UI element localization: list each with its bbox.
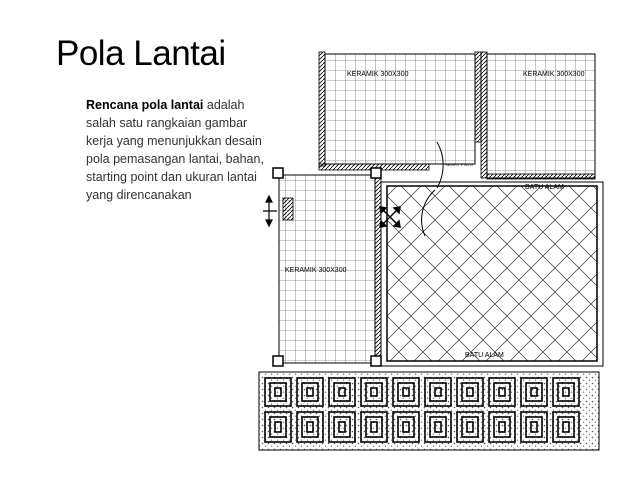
left-starting-arrow-icon xyxy=(263,196,277,226)
description-text: adalah salah satu rangkaian gambar kerja yang menunjukkan desain pola pemasangan lantai, bahan, starting point dan ukuran lantai yang direncanakan xyxy=(86,98,264,202)
slide-title: Pola Lantai xyxy=(56,34,226,73)
label-batu-alam-bottom: BATU ALAM xyxy=(465,352,504,359)
label-keramik-top-right: KERAMIK 300X300 xyxy=(523,71,585,78)
diagonal-tile-area xyxy=(387,186,597,361)
paving-border xyxy=(259,372,599,450)
label-keramik-top-left: KERAMIK 300X300 xyxy=(347,71,409,78)
label-small-note: SEMPIT PINTU xyxy=(445,162,473,167)
description-bold-term: Rencana pola lantai xyxy=(86,98,204,112)
label-keramik-left: KERAMIK 300X300 xyxy=(285,267,347,274)
slide-description xyxy=(86,96,266,204)
label-batu-alam-top: BATU ALAM xyxy=(525,184,564,191)
floor-plan-drawing xyxy=(255,40,605,470)
